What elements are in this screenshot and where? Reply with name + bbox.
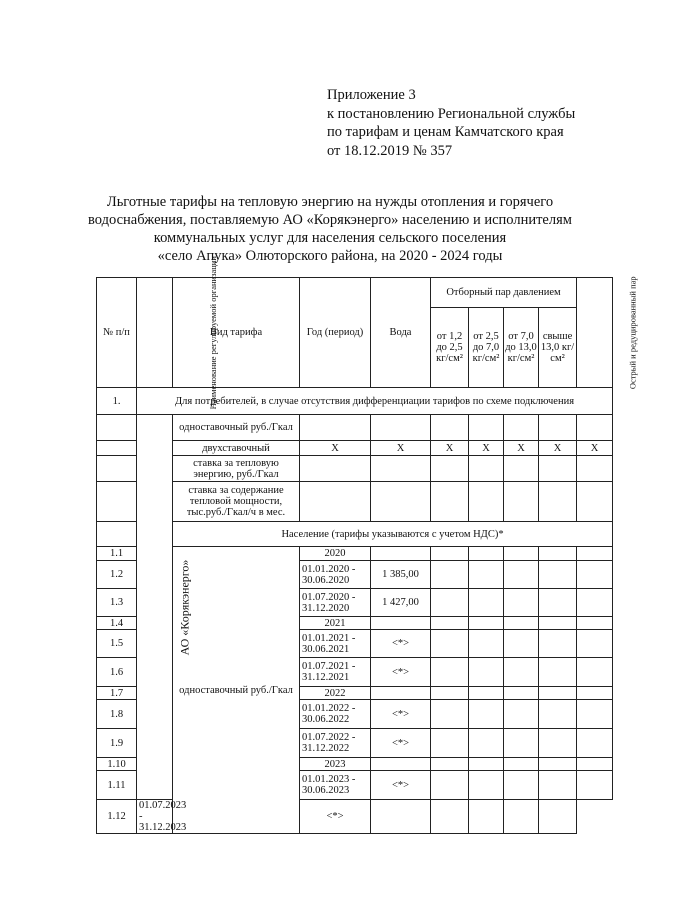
empty-cell — [504, 415, 539, 441]
empty-cell — [539, 658, 577, 687]
empty-cell — [539, 700, 577, 729]
empty-cell — [577, 589, 613, 617]
empty-cell — [97, 456, 137, 482]
row-water — [371, 617, 431, 630]
row-num: 1.11 — [97, 771, 137, 800]
empty-cell — [504, 800, 539, 834]
empty-cell — [469, 482, 504, 522]
empty-cell — [469, 630, 504, 658]
row-period: 01.07.2022 - 31.12.2022 — [300, 729, 371, 758]
pop-type: одноставочный руб./Гкал — [173, 547, 300, 834]
type-thermal: ставка за тепловую энергию, руб./Гкал — [173, 456, 300, 482]
empty-cell — [504, 687, 539, 700]
empty-cell — [504, 456, 539, 482]
appendix-line: от 18.12.2019 № 357 — [327, 142, 453, 159]
empty-cell — [469, 758, 504, 771]
empty-cell — [504, 547, 539, 561]
empty-cell — [469, 700, 504, 729]
empty-cell — [431, 482, 469, 522]
table-row — [97, 547, 613, 561]
empty-cell — [539, 687, 577, 700]
appendix-line: Приложение 3 — [327, 87, 416, 103]
empty-cell — [469, 415, 504, 441]
empty-cell — [577, 758, 613, 771]
empty-cell — [469, 729, 504, 758]
empty-cell — [577, 547, 613, 561]
title-line: «село Апука» Олюторского района, на 2020 - 2024 годы — [157, 248, 503, 264]
row-water — [371, 758, 431, 771]
empty-cell — [97, 522, 137, 547]
row-water — [371, 547, 431, 561]
empty-cell — [577, 561, 613, 589]
row-period: 2021 — [300, 617, 371, 630]
appendix-line: к постановлению Региональной службы — [327, 105, 576, 122]
x-cell: X — [371, 441, 431, 456]
empty-cell — [504, 630, 539, 658]
empty-cell — [431, 456, 469, 482]
empty-cell — [504, 482, 539, 522]
title-line: Льготные тарифы на тепловую энергию на нужды отопления и горячего — [106, 194, 554, 210]
empty-cell — [504, 771, 539, 800]
row-period: 01.01.2023 - 30.06.2023 — [300, 771, 371, 800]
empty-cell — [577, 482, 613, 522]
x-cell: X — [431, 441, 469, 456]
empty-cell — [431, 771, 469, 800]
header-water: Вода — [371, 278, 431, 388]
empty-cell — [469, 589, 504, 617]
empty-cell — [577, 415, 613, 441]
org-name: АО «Корякэнерго» — [177, 559, 192, 655]
empty-cell — [504, 700, 539, 729]
row-num: 1.1 — [97, 547, 137, 561]
empty-cell — [539, 456, 577, 482]
row-period: 01.07.2020 - 31.12.2020 — [300, 589, 371, 617]
section1-num: 1. — [97, 388, 137, 415]
row-period: 01.01.2021 - 30.06.2021 — [300, 630, 371, 658]
empty-cell — [431, 729, 469, 758]
empty-cell — [577, 700, 613, 729]
empty-cell — [577, 771, 613, 800]
empty-cell — [469, 658, 504, 687]
empty-cell — [577, 456, 613, 482]
header-p3: от 7,0 до 13,0 кг/см² — [504, 308, 539, 388]
empty-cell — [539, 617, 577, 630]
title-line: коммунальных услуг для населения сельского поселения — [153, 230, 507, 246]
document-title — [60, 193, 600, 265]
empty-cell — [539, 800, 577, 834]
header-org — [137, 256, 218, 410]
row-num: 1.3 — [97, 589, 137, 617]
empty-cell — [97, 482, 137, 522]
empty-cell — [539, 771, 577, 800]
empty-cell — [577, 630, 613, 658]
row-num: 1.9 — [97, 729, 137, 758]
row-num: 1.6 — [97, 658, 137, 687]
empty-cell — [431, 687, 469, 700]
empty-cell — [300, 482, 371, 522]
empty-cell — [539, 729, 577, 758]
row-water: 1 427,00 — [371, 589, 431, 617]
appendix-line: по тарифам и ценам Камчатского края — [327, 124, 564, 140]
population-header: Население (тарифы указываются с учетом НДС)* — [173, 522, 613, 547]
empty-cell — [431, 415, 469, 441]
row-period: 2022 — [300, 687, 371, 700]
empty-cell — [431, 700, 469, 729]
header-sharp-steam — [577, 276, 638, 390]
empty-cell — [539, 415, 577, 441]
empty-cell — [539, 630, 577, 658]
row-water: <*> — [371, 630, 431, 658]
title-line: водоснабжения, поставляемую АО «Корякэнерго» населению и исполнителям — [88, 212, 572, 228]
x-cell: X — [577, 441, 613, 456]
header-num: № п/п — [97, 278, 137, 388]
row-water — [371, 687, 431, 700]
empty-cell — [97, 415, 137, 441]
row-water: <*> — [371, 658, 431, 687]
empty-cell — [469, 547, 504, 561]
row-num: 1.7 — [97, 687, 137, 700]
row-water: 1 385,00 — [371, 561, 431, 589]
header-sharp-label: Острый и редуцированный пар — [627, 276, 638, 390]
empty-cell — [431, 630, 469, 658]
header-tariff-type: Вид тарифа — [173, 278, 300, 388]
row-period: 01.07.2023 - 31.12.2023 — [137, 800, 173, 834]
empty-cell — [504, 729, 539, 758]
empty-cell — [577, 617, 613, 630]
empty-cell — [539, 561, 577, 589]
empty-cell — [431, 617, 469, 630]
type-capacity: ставка за содержание тепловой мощности, тыс.руб./Гкал/ч в мес. — [173, 482, 300, 522]
empty-cell — [371, 456, 431, 482]
empty-cell — [504, 561, 539, 589]
header-p4: свыше 13,0 кг/см² — [539, 308, 577, 388]
empty-cell — [469, 800, 504, 834]
empty-cell — [539, 547, 577, 561]
empty-cell — [504, 589, 539, 617]
x-cell: X — [504, 441, 539, 456]
empty-cell — [469, 617, 504, 630]
row-water: <*> — [371, 729, 431, 758]
empty-cell — [539, 482, 577, 522]
header-p2: от 2,5 до 7,0 кг/см² — [469, 308, 504, 388]
empty-cell — [504, 617, 539, 630]
header-p1: от 1,2 до 2,5 кг/см² — [431, 308, 469, 388]
header-year: Год (период) — [300, 278, 371, 388]
empty-cell — [539, 758, 577, 771]
empty-cell — [504, 758, 539, 771]
row-num: 1.5 — [97, 630, 137, 658]
row-period: 01.01.2022 - 30.06.2022 — [300, 700, 371, 729]
x-cell: X — [469, 441, 504, 456]
empty-cell — [300, 456, 371, 482]
empty-cell — [371, 415, 431, 441]
empty-cell — [431, 561, 469, 589]
empty-cell — [469, 561, 504, 589]
row-water: <*> — [371, 771, 431, 800]
empty-cell — [469, 771, 504, 800]
row-num: 1.10 — [97, 758, 137, 771]
empty-cell — [469, 456, 504, 482]
empty-cell — [371, 482, 431, 522]
empty-cell — [431, 658, 469, 687]
header-org-label: Наименование регулируемой организации — [207, 256, 218, 410]
row-water: <*> — [300, 800, 371, 834]
empty-cell — [539, 589, 577, 617]
empty-cell — [97, 441, 137, 456]
x-cell: X — [539, 441, 577, 456]
row-num: 1.8 — [97, 700, 137, 729]
row-water: <*> — [371, 700, 431, 729]
empty-cell — [431, 800, 469, 834]
section1-title: Для потребителей, в случае отсутствия дифференциации тарифов по схеме подключения — [137, 388, 613, 415]
type-single: одноставочный руб./Гкал — [173, 415, 300, 441]
header-steam: Отборный пар давлением — [431, 278, 577, 308]
empty-cell — [371, 800, 431, 834]
empty-cell — [300, 415, 371, 441]
empty-cell — [577, 729, 613, 758]
row-period: 01.01.2020 - 30.06.2020 — [300, 561, 371, 589]
empty-cell — [431, 589, 469, 617]
empty-cell — [504, 658, 539, 687]
row-num: 1.4 — [97, 617, 137, 630]
row-period: 01.07.2021 - 31.12.2021 — [300, 658, 371, 687]
org-name-cell — [137, 415, 192, 800]
row-period: 2023 — [300, 758, 371, 771]
empty-cell — [469, 687, 504, 700]
empty-cell — [431, 758, 469, 771]
empty-cell — [431, 547, 469, 561]
row-num: 1.2 — [97, 561, 137, 589]
x-cell: X — [300, 441, 371, 456]
appendix-block — [327, 86, 575, 160]
row-period: 2020 — [300, 547, 371, 561]
empty-cell — [577, 658, 613, 687]
empty-cell — [577, 687, 613, 700]
type-double: двухставочный — [173, 441, 300, 456]
row-num: 1.12 — [97, 800, 137, 834]
